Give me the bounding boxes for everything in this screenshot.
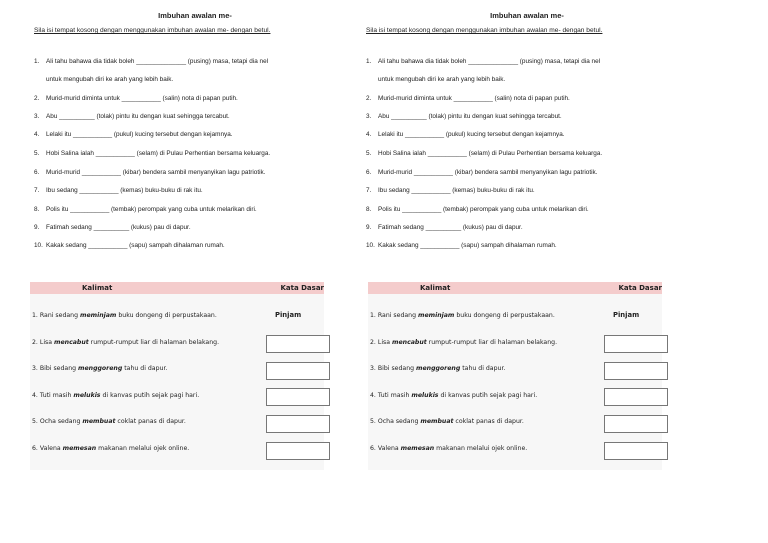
worksheet-instruction: Sila isi tempat kosong dengan menggunakan imbuhan awalan me- dengan betul. <box>366 27 603 34</box>
answer-1: Pinjam <box>613 311 640 319</box>
kata-dasar-table <box>30 282 324 470</box>
question-10: 10. Kakak sedang ___________ (sapu) sampah dihalaman rumah. <box>34 242 225 249</box>
table-row-1: 1. Rani sedang meminjam buku dongeng di perpustakaan. <box>370 312 555 319</box>
question-6: 6. Murid-murid ___________ (kibar) bendera sambil menyanyikan lagu patriotik. <box>34 169 266 176</box>
question-1-continued: untuk mengubah diri ke arah yang lebih baik. <box>46 76 174 83</box>
answer-box-2[interactable] <box>266 335 330 353</box>
answer-box-2[interactable] <box>604 335 668 353</box>
question-1: 1. Ali tahu bahawa dia tidak boleh ______________ (pusing) masa, tetapi dia nel <box>366 58 601 65</box>
question-7: 7. Ibu sedang ___________ (kemas) buku-buku di rak itu. <box>366 187 535 194</box>
header-kata-dasar: Kata Dasar <box>618 284 662 292</box>
answer-box-4[interactable] <box>266 388 330 406</box>
question-1-continued: untuk mengubah diri ke arah yang lebih baik. <box>378 76 506 83</box>
worksheet-instruction: Sila isi tempat kosong dengan menggunakan imbuhan awalan me- dengan betul. <box>34 27 271 34</box>
question-5: 5. Hobi Salina ialah ___________ (selam) di Pulau Perhentian bersama keluarga. <box>366 150 603 157</box>
answer-1: Pinjam <box>275 311 302 319</box>
table-row-5: 5. Ocha sedang membuat coklat panas di dapur. <box>370 418 524 425</box>
header-kalimat: Kalimat <box>82 284 113 292</box>
question-2: 2. Murid-murid diminta untuk ___________ (salin) nota di papan putih. <box>366 95 570 102</box>
table-header <box>368 282 662 294</box>
question-3: 3. Abu __________ (tolak) pintu itu dengan kuat sehingga tercabut. <box>34 113 230 120</box>
question-10: 10. Kakak sedang ___________ (sapu) sampah dihalaman rumah. <box>366 242 557 249</box>
table-row-6: 6. Valena memesan makanan melalui ojek online. <box>32 445 190 452</box>
answer-box-4[interactable] <box>604 388 668 406</box>
question-3: 3. Abu __________ (tolak) pintu itu dengan kuat sehingga tercabut. <box>366 113 562 120</box>
table-row-4: 4. Tuti masih melukis di kanvas putih sejak pagi hari. <box>32 392 200 399</box>
answer-box-3[interactable] <box>604 362 668 380</box>
question-9: 9. Fatimah sedang __________ (kukus) pau di dapur. <box>366 224 523 231</box>
table-row-3: 3. Bibi sedang menggoreng tahu di dapur. <box>32 365 168 372</box>
answer-box-6[interactable] <box>604 442 668 460</box>
question-4: 4. Lelaki itu ___________ (pukul) kucing tersebut dengan kejamnya. <box>366 131 565 138</box>
answer-box-5[interactable] <box>604 415 668 433</box>
answer-box-6[interactable] <box>266 442 330 460</box>
kata-dasar-table <box>368 282 662 470</box>
header-kata-dasar: Kata Dasar <box>280 284 324 292</box>
question-2: 2. Murid-murid diminta untuk ___________ (salin) nota di papan putih. <box>34 95 238 102</box>
table-header <box>30 282 324 294</box>
question-4: 4. Lelaki itu ___________ (pukul) kucing tersebut dengan kejamnya. <box>34 131 233 138</box>
table-row-4: 4. Tuti masih melukis di kanvas putih sejak pagi hari. <box>370 392 538 399</box>
header-kalimat: Kalimat <box>420 284 451 292</box>
table-row-2: 2. Lisa mencabut rumput-rumput liar di halaman belakang. <box>370 339 558 346</box>
table-row-1: 1. Rani sedang meminjam buku dongeng di perpustakaan. <box>32 312 217 319</box>
question-9: 9. Fatimah sedang __________ (kukus) pau di dapur. <box>34 224 191 231</box>
answer-box-5[interactable] <box>266 415 330 433</box>
question-6: 6. Murid-murid ___________ (kibar) bendera sambil menyanyikan lagu patriotik. <box>366 169 598 176</box>
table-row-3: 3. Bibi sedang menggoreng tahu di dapur. <box>370 365 506 372</box>
table-row-5: 5. Ocha sedang membuat coklat panas di dapur. <box>32 418 186 425</box>
question-8: 8. Polis itu ___________ (tembak) perompak yang cuba untuk melarikan diri. <box>366 206 589 213</box>
worksheet-title: Imbuhan awalan me- <box>490 11 564 20</box>
table-row-2: 2. Lisa mencabut rumput-rumput liar di halaman belakang. <box>32 339 220 346</box>
table-row-6: 6. Valena memesan makanan melalui ojek online. <box>370 445 528 452</box>
question-7: 7. Ibu sedang ___________ (kemas) buku-buku di rak itu. <box>34 187 203 194</box>
answer-box-3[interactable] <box>266 362 330 380</box>
worksheet-title: Imbuhan awalan me- <box>158 11 232 20</box>
question-5: 5. Hobi Salina ialah ___________ (selam) di Pulau Perhentian bersama keluarga. <box>34 150 271 157</box>
question-8: 8. Polis itu ___________ (tembak) perompak yang cuba untuk melarikan diri. <box>34 206 257 213</box>
question-1: 1. Ali tahu bahawa dia tidak boleh ______________ (pusing) masa, tetapi dia nel <box>34 58 269 65</box>
